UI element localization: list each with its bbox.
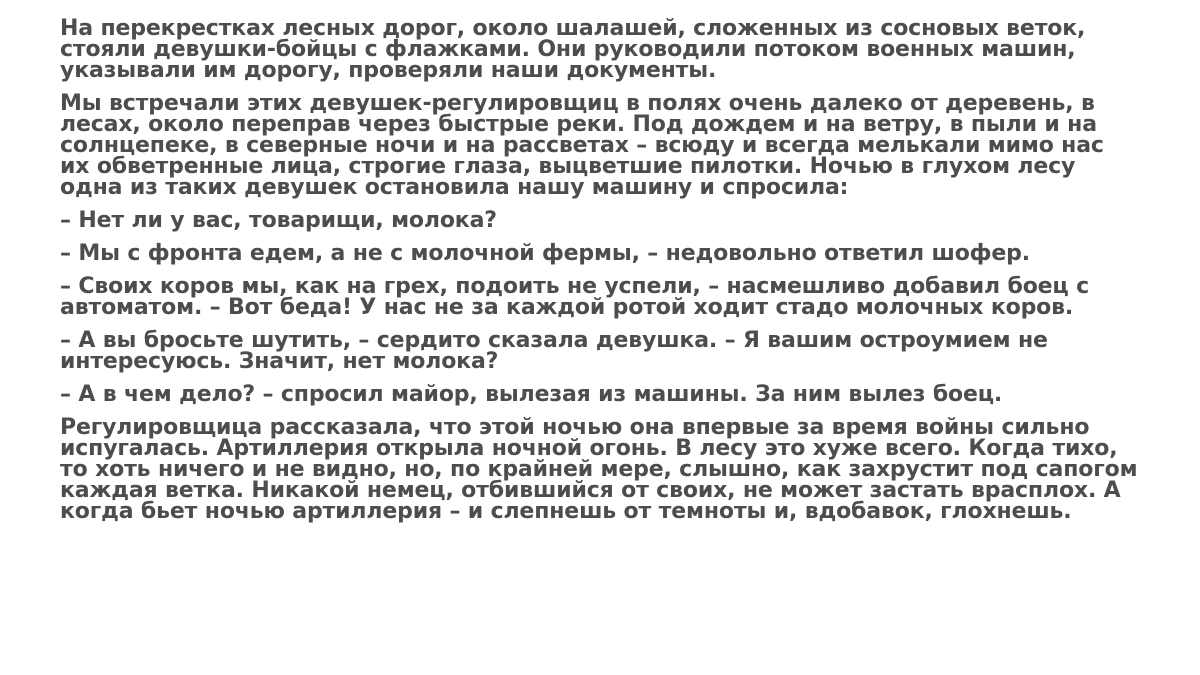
paragraph-3: – Нет ли у вас, товарищи, молока? [60,208,497,233]
paragraph-2: Мы встречали этих девушек-регулировщиц в полях очень далеко от деревень, в лесах, около переправ через быстрые реки. Под дождем и на ветру, в пыли и на солнцепеке, в северные ночи и на рассветах – всюду и всегда мелькали мимо нас их обветренные лица, строгие глаза, выцветшие пилотки. Ночью в глухом лесу одна из таких девушек остановила нашу машину и спросила: [60,91,1104,200]
paragraph-7: – А в чем дело? – спросил майор, вылезая из машины. За ним вылез боец. [60,382,1003,407]
paragraph-8: Регулировщица рассказала, что этой ночью она впервые за время войны сильно испугалась. Артиллерия открыла ночной огонь. В лесу это хуже всего. Когда тихо, то хоть ничего и не видно, но, по крайней мере, слышно, как захрустит под сапогом каждая ветка. Никакой немец, отбившийся от своих, не может застать врасплох. А когда бьет ночью артиллерия – и слепнешь от темноты и, вдобавок, глохнешь. [60,415,1138,524]
paragraph-4: – Мы с фронта едем, а не с молочной фермы, – недовольно ответил шофер. [60,241,1030,266]
document-text [60,18,1140,534]
paragraph-5: – Своих коров мы, как на грех, подоить не успели, – насмешливо добавил боец с автоматом. – Вот беда! У нас не за каждой ротой ходит стадо молочных коров. [60,274,1089,320]
paragraph-1: На перекрестках лесных дорог, около шалашей, сложенных из сосновых веток, стояли девушки-бойцы с флажками. Они руководили потоком военных машин, указывали им дорогу, проверяли наши документы. [60,16,1086,83]
paragraph-6: – А вы бросьте шутить, – сердито сказала девушка. – Я вашим остроумием не интересуюсь. Значит, нет молока? [60,328,1048,374]
